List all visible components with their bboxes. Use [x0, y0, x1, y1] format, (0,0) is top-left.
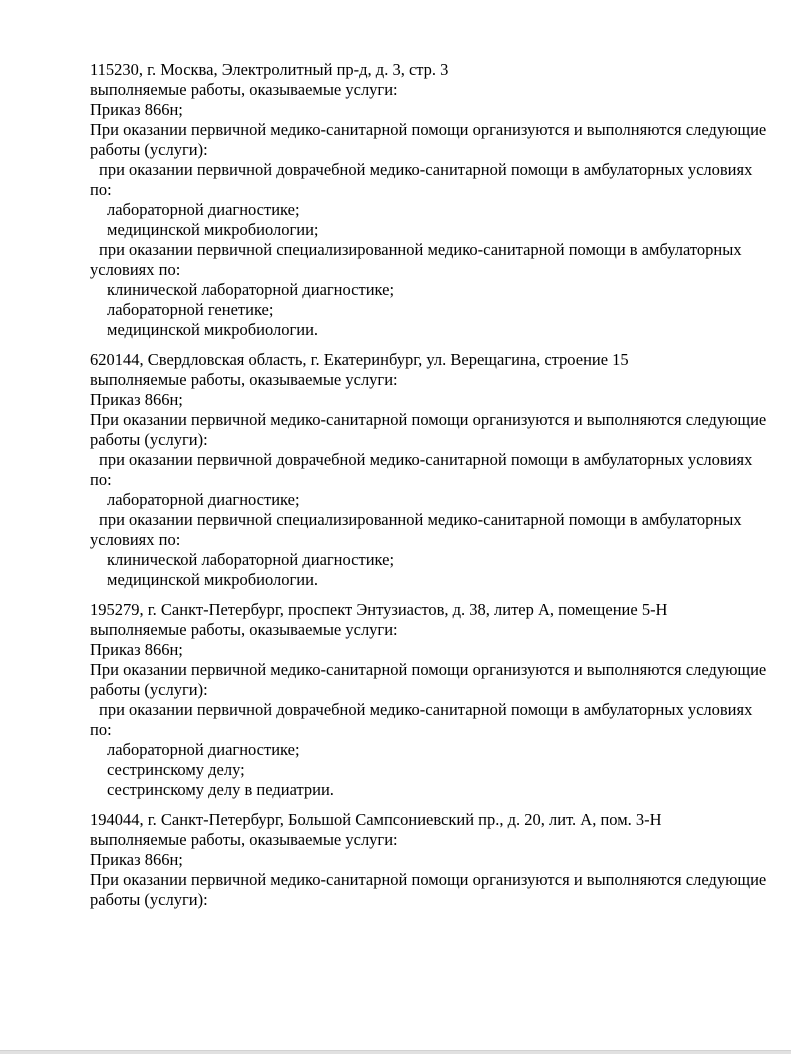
category-line: при оказании первичной специализированной медико-санитарной помощи в амбулаторных	[99, 240, 742, 259]
service-item: медицинской микробиологии.	[107, 320, 319, 339]
order-reference: Приказ 866н;	[90, 640, 183, 659]
intro-line: работы (услуги):	[90, 890, 208, 909]
address-line: 194044, г. Санкт-Петербург, Большой Сампсониевский пр., д. 20, лит. А, пом. 3-Н	[90, 810, 662, 829]
intro-line: При оказании первичной медико-санитарной помощи организуются и выполняются следующие	[90, 660, 767, 679]
category-line: при оказании первичной специализированной медико-санитарной помощи в амбулаторных	[99, 510, 742, 529]
service-item: медицинской микробиологии;	[107, 220, 319, 239]
address-line: 195279, г. Санкт-Петербург, проспект Энтузиастов, д. 38, литер А, помещение 5-Н	[90, 600, 668, 619]
footer-divider-bar	[0, 1050, 791, 1054]
order-reference: Приказ 866н;	[90, 390, 183, 409]
intro-line: работы (услуги):	[90, 140, 208, 159]
service-item: сестринскому делу;	[107, 760, 245, 779]
address-block-spb-sampsonievsky	[90, 810, 767, 910]
document-content	[90, 60, 767, 920]
works-label: выполняемые работы, оказываемые услуги:	[90, 370, 398, 389]
service-item: клинической лабораторной диагностике;	[107, 550, 395, 569]
category-line: условиях по:	[90, 260, 181, 279]
address-block-ekaterinburg	[90, 350, 767, 590]
category-line: по:	[90, 180, 112, 199]
category-line: при оказании первичной доврачебной медико-санитарной помощи в амбулаторных условиях	[99, 450, 753, 469]
service-item: лабораторной генетике;	[107, 300, 274, 319]
works-label: выполняемые работы, оказываемые услуги:	[90, 830, 398, 849]
works-label: выполняемые работы, оказываемые услуги:	[90, 80, 398, 99]
address-line: 115230, г. Москва, Электролитный пр-д, д. 3, стр. 3	[90, 60, 449, 79]
intro-line: При оказании первичной медико-санитарной помощи организуются и выполняются следующие	[90, 410, 767, 429]
category-line: при оказании первичной доврачебной медико-санитарной помощи в амбулаторных условиях	[99, 160, 753, 179]
intro-line: При оказании первичной медико-санитарной помощи организуются и выполняются следующие	[90, 870, 767, 889]
order-reference: Приказ 866н;	[90, 850, 183, 869]
intro-line: При оказании первичной медико-санитарной помощи организуются и выполняются следующие	[90, 120, 767, 139]
service-item: лабораторной диагностике;	[107, 200, 300, 219]
service-item: клинической лабораторной диагностике;	[107, 280, 395, 299]
category-line: условиях по:	[90, 530, 181, 549]
intro-line: работы (услуги):	[90, 680, 208, 699]
address-block-moscow	[90, 60, 767, 340]
address-block-spb-entuziastov	[90, 600, 767, 800]
order-reference: Приказ 866н;	[90, 100, 183, 119]
works-label: выполняемые работы, оказываемые услуги:	[90, 620, 398, 639]
category-line: по:	[90, 720, 112, 739]
intro-line: работы (услуги):	[90, 430, 208, 449]
service-item: сестринскому делу в педиатрии.	[107, 780, 334, 799]
category-line: при оказании первичной доврачебной медико-санитарной помощи в амбулаторных условиях	[99, 700, 753, 719]
address-line: 620144, Свердловская область, г. Екатеринбург, ул. Верещагина, строение 15	[90, 350, 629, 369]
category-line: по:	[90, 470, 112, 489]
service-item: лабораторной диагностике;	[107, 490, 300, 509]
service-item: лабораторной диагностике;	[107, 740, 300, 759]
service-item: медицинской микробиологии.	[107, 570, 319, 589]
